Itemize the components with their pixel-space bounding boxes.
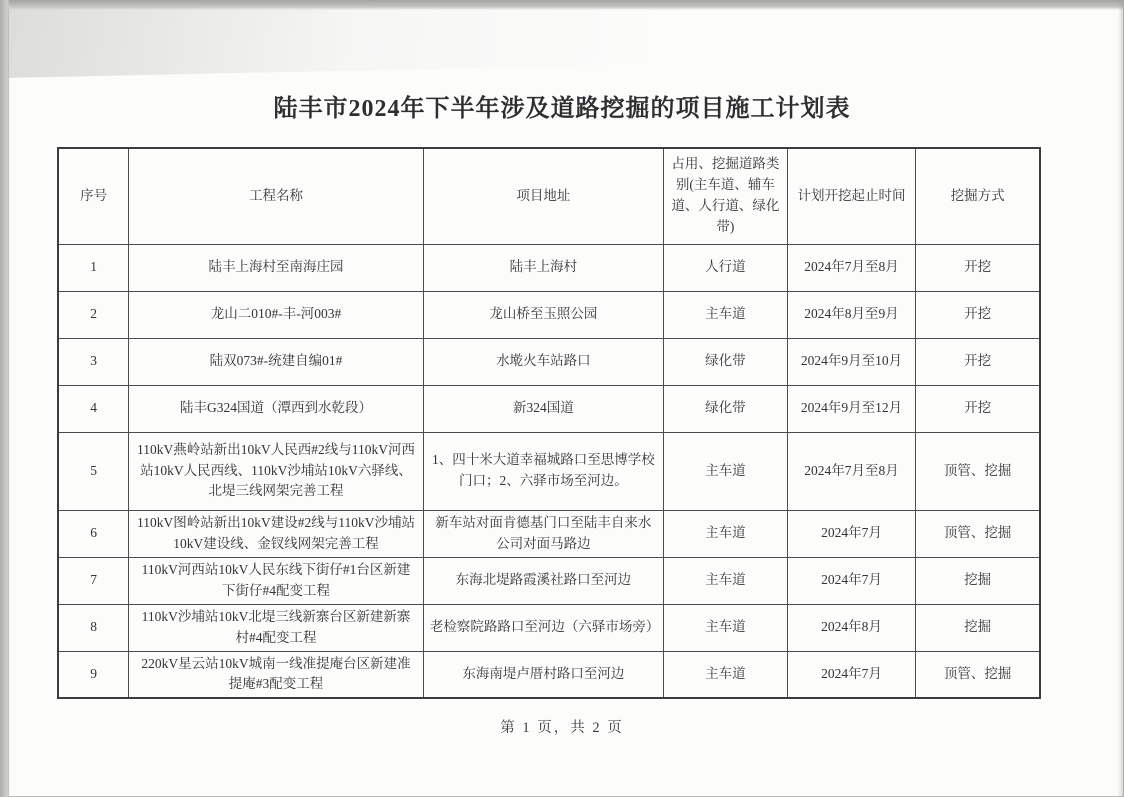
cell-method: 开挖 [916, 291, 1040, 338]
table-row [58, 385, 1040, 432]
cell-road-type: 主车道 [664, 291, 788, 338]
cell-road-type: 绿化带 [664, 385, 788, 432]
cell-name: 110kV河西站10kV人民东线下街仔#1台区新建下街仔#4配变工程 [129, 557, 424, 604]
table-row [58, 338, 1040, 385]
cell-name: 110kV图岭站新出10kV建设#2线与110kV沙埔站10kV建设线、金钗线网架完善工程 [129, 510, 424, 557]
table-row [58, 291, 1040, 338]
header-no: 序号 [58, 148, 129, 244]
cell-method: 挖掘 [916, 604, 1040, 651]
header-road-type: 占用、挖掘道路类别(主车道、辅车道、人行道、绿化带) [664, 148, 788, 244]
cell-name: 110kV沙埔站10kV北堤三线新寨台区新建新寨村#4配变工程 [129, 604, 424, 651]
construction-plan-table [57, 147, 1041, 699]
cell-time: 2024年7月至8月 [787, 244, 915, 291]
cell-road-type: 主车道 [664, 651, 788, 698]
cell-road-type: 人行道 [664, 244, 788, 291]
cell-method: 顶管、挖掘 [916, 510, 1040, 557]
cell-no: 4 [58, 385, 129, 432]
cell-address: 新324国道 [423, 385, 663, 432]
cell-method: 顶管、挖掘 [916, 432, 1040, 510]
cell-name: 220kV星云站10kV城南一线准提庵台区新建准提庵#3配变工程 [129, 651, 424, 698]
cell-address: 1、四十米大道幸福城路口至思博学校门口；2、六驿市场至河边。 [423, 432, 663, 510]
cell-method: 开挖 [916, 338, 1040, 385]
cell-no: 6 [58, 510, 129, 557]
page-number: 第 1 页，共 2 页 [500, 720, 624, 736]
cell-address: 陆丰上海村 [423, 244, 663, 291]
cell-method: 开挖 [916, 385, 1040, 432]
cell-address: 水墘火车站路口 [423, 338, 663, 385]
cell-time: 2024年8月 [787, 604, 915, 651]
table-row [58, 510, 1040, 557]
cell-method: 顶管、挖掘 [916, 651, 1040, 698]
cell-no: 3 [58, 338, 129, 385]
header-time: 计划开挖起止时间 [787, 148, 915, 244]
cell-address: 新车站对面肯德基门口至陆丰自来水公司对面马路边 [423, 510, 663, 557]
cell-method: 挖掘 [916, 557, 1040, 604]
cell-time: 2024年7月至8月 [787, 432, 915, 510]
cell-name: 陆丰G324国道（潭西到水乾段） [129, 385, 424, 432]
table-row [58, 604, 1040, 651]
cell-no: 8 [58, 604, 129, 651]
cell-time: 2024年7月 [787, 557, 915, 604]
header-address: 项目地址 [423, 148, 663, 244]
table-header-row [58, 148, 1040, 244]
cell-time: 2024年7月 [787, 651, 915, 698]
cell-time: 2024年9月至12月 [787, 385, 915, 432]
cell-road-type: 主车道 [664, 557, 788, 604]
header-method: 挖掘方式 [916, 148, 1040, 244]
cell-time: 2024年7月 [787, 510, 915, 557]
cell-name: 陆双073#-统建自编01# [129, 338, 424, 385]
table-row [58, 432, 1040, 510]
cell-no: 5 [58, 432, 129, 510]
cell-no: 7 [58, 557, 129, 604]
cell-no: 2 [58, 291, 129, 338]
table-row [58, 244, 1040, 291]
cell-name: 110kV燕岭站新出10kV人民西#2线与110kV河西站10kV人民西线、110kV沙埔站10kV六驿线、北堤三线网架完善工程 [129, 432, 424, 510]
table-row [58, 557, 1040, 604]
cell-address: 东海南堤卢厝村路口至河边 [423, 651, 663, 698]
cell-no: 1 [58, 244, 129, 291]
cell-road-type: 主车道 [664, 432, 788, 510]
cell-method: 开挖 [916, 244, 1040, 291]
cell-address: 老检察院路路口至河边（六驿市场旁） [423, 604, 663, 651]
cell-road-type: 主车道 [664, 510, 788, 557]
cell-address: 龙山桥至玉照公园 [423, 291, 663, 338]
cell-address: 东海北堤路霞溪社路口至河边 [423, 557, 663, 604]
table-row [58, 651, 1040, 698]
cell-name: 龙山二010#-丰-河003# [129, 291, 424, 338]
header-name: 工程名称 [129, 148, 424, 244]
cell-no: 9 [58, 651, 129, 698]
cell-time: 2024年8月至9月 [787, 291, 915, 338]
cell-road-type: 主车道 [664, 604, 788, 651]
document-title: 陆丰市2024年下半年涉及道路挖掘的项目施工计划表 [273, 96, 851, 122]
cell-road-type: 绿化带 [664, 338, 788, 385]
scan-edge-top [0, 0, 1124, 10]
cell-name: 陆丰上海村至南海庄园 [129, 244, 424, 291]
cell-time: 2024年9月至10月 [787, 338, 915, 385]
